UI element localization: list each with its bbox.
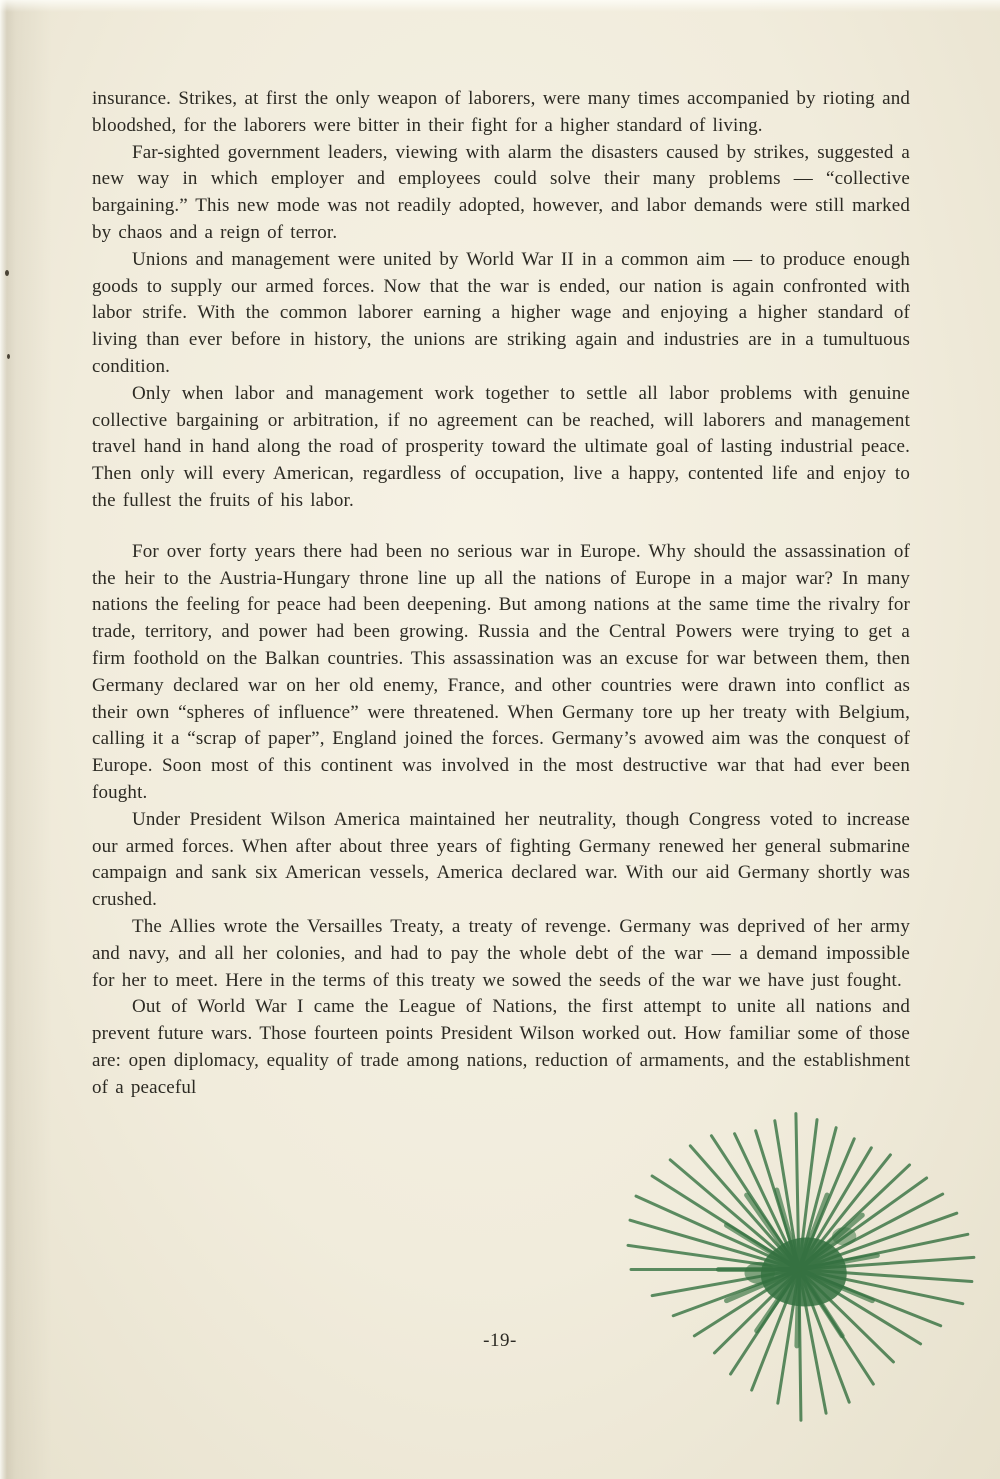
paragraph-insurance-strikes: insurance. Strikes, at first the only weapon of laborers, were many times accompanied by rioting and bloodshed, for the laborers were bitter in their fight for a higher standard of living. [92, 88, 910, 136]
section-break [92, 515, 910, 539]
palm-frond-stamp-image [626, 1084, 1000, 1462]
page-text-block [92, 86, 910, 1101]
scan-speck [7, 354, 10, 359]
scan-speck [5, 270, 9, 276]
page-number: -19- [483, 1330, 517, 1351]
paragraph-league-of-nations: Out of World War I came the League of Nations, the first attempt to unite all nations and prevent future wars. Those fourteen points President Wilson worked out. How familiar some of those are: open diplomacy, equality of trade among nations, reduction of armaments, and the establishment of a peaceful [92, 996, 910, 1098]
page-binding-shadow [0, 0, 52, 1479]
paragraph-industrial-peace: Only when labor and management work together to settle all labor problems with genuine collective bargaining or arbitration, if no agreement can be reached, will laborers and management travel hand in hand along the road of prosperity toward the ultimate goal of lasting industrial peace. Then only will every American, regardless of occupation, live a happy, contented life and enjoy to the fullest the fruits of his labor. [92, 382, 910, 511]
paragraph-collective-bargaining: Far-sighted government leaders, viewing with alarm the disasters caused by strikes, suggested a new way in which employer and employees could solve their many problems — “collective bargaining.” This new mode was not readily adopted, however, and labor demands were still marked by chaos and a reign of terror. [92, 141, 910, 243]
paragraph-wilson-neutrality: Under President Wilson America maintained her neutrality, though Congress voted to increase our armed forces. When after about three years of fighting Germany renewed her general submarine campaign and sank six American vessels, America declared war. With our aid Germany shortly was crushed. [92, 808, 910, 911]
paragraph-war-in-europe: For over forty years there had been no serious war in Europe. Why should the assassination of the heir to the Austria-Hungary throne line up all the nations of Europe in a major war? In many nations the feeling for peace had been deepening. But among nations at the same time the rivalry for trade, territory, and power had been growing. Russia and the Central Powers were trying to get a firm foothold on the Balkan countries. This assassination was an excuse for war between them, then Germany declared war on her old enemy, France, and other countries were drawn into conflict as their own “spheres of influence” were threatened. When Germany tore up her treaty with Belgium, calling it a “scrap of paper”, England joined the forces. Germany’s avowed aim was the conquest of Europe. Soon most of this continent was involved in the most destructive war that had ever been fought. [92, 540, 910, 803]
paragraph-versailles-treaty: The Allies wrote the Versailles Treaty, a treaty of revenge. Germany was deprived of her army and navy, and all her colonies, and had to pay the whole debt of the war — a demand impossible for her to meet. Here in the terms of this treaty we sowed the seeds of the war we have just fought. [92, 915, 910, 991]
scan-edge-highlight [0, 0, 7, 1479]
scan-top-highlight [0, 0, 1000, 12]
paragraph-unions-management: Unions and management were united by World War II in a common aim — to produce enough goods to supply our armed forces. Now that the war is ended, our nation is again confronted with labor strife. With the common laborer earning a higher wage and enjoying a higher standard of living than ever before in history, the unions are striking again and industries are in a tumultuous condition. [92, 248, 910, 377]
